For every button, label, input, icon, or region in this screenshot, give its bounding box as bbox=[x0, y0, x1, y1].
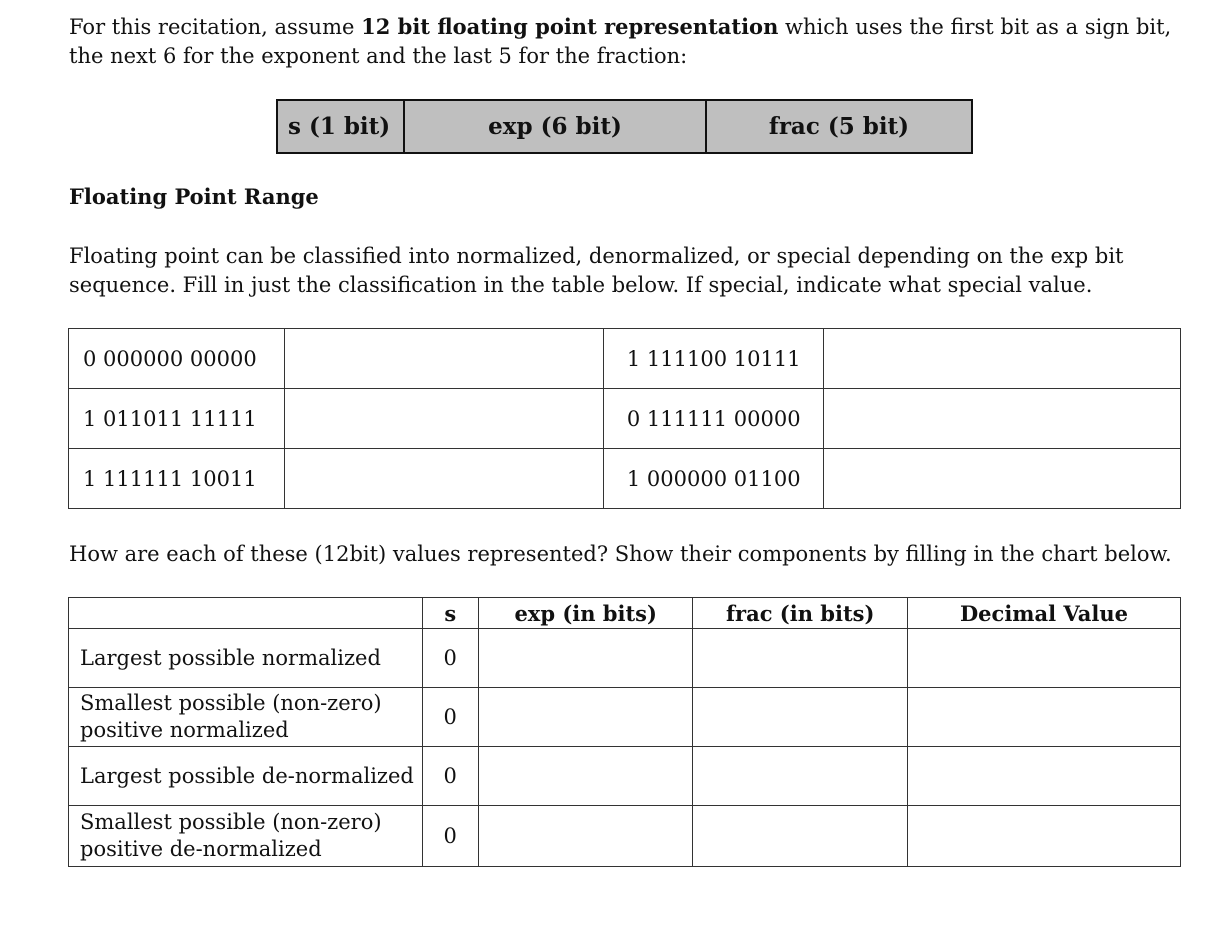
bit-pattern-cell: 1 111100 10111 bbox=[604, 329, 824, 389]
classification-row bbox=[69, 449, 1181, 509]
row-label-line2: positive de-normalized bbox=[80, 837, 322, 861]
sign-value: 0 bbox=[422, 747, 478, 806]
frac-answer-cell[interactable] bbox=[693, 747, 908, 806]
frac-answer-cell[interactable] bbox=[693, 629, 908, 688]
intro-text-start: For this recitation, assume bbox=[69, 15, 362, 39]
classification-instructions: Floating point can be classified into normalized, denormalized, or special depending on the exp bit sequence. Fill in just the classification in the table below. If special, indicate what special value. bbox=[69, 244, 1124, 297]
row-label-line1: Smallest possible (non-zero) bbox=[80, 691, 382, 715]
exponent-field: exp (6 bit) bbox=[404, 100, 706, 153]
representation-table bbox=[68, 597, 1181, 867]
decimal-answer-cell[interactable] bbox=[907, 688, 1180, 747]
intro-bold-text: 12 bit floating point representation bbox=[361, 14, 779, 39]
exp-answer-cell[interactable] bbox=[478, 806, 693, 867]
classification-answer-cell[interactable] bbox=[284, 389, 603, 449]
row-label bbox=[69, 747, 423, 806]
section-title: Floating Point Range bbox=[69, 184, 319, 209]
representation-row bbox=[69, 806, 1181, 867]
sign-bit-field: s (1 bit) bbox=[277, 100, 404, 153]
header-sign: s bbox=[422, 598, 478, 629]
classification-answer-cell[interactable] bbox=[824, 449, 1181, 509]
header-label bbox=[69, 598, 423, 629]
classification-table bbox=[68, 328, 1181, 509]
header-exp: exp (in bits) bbox=[478, 598, 693, 629]
bit-pattern-cell: 0 111111 00000 bbox=[604, 389, 824, 449]
header-decimal: Decimal Value bbox=[907, 598, 1180, 629]
bit-pattern-cell: 0 000000 00000 bbox=[69, 329, 285, 389]
row-label bbox=[69, 806, 423, 867]
classification-answer-cell[interactable] bbox=[284, 449, 603, 509]
fraction-field: frac (5 bit) bbox=[768, 113, 910, 140]
frac-answer-cell[interactable] bbox=[693, 688, 908, 747]
sign-value: 0 bbox=[422, 629, 478, 688]
exp-answer-cell[interactable] bbox=[478, 747, 693, 806]
sign-value: 0 bbox=[422, 688, 478, 747]
row-label-line1: Largest possible de-normalized bbox=[80, 763, 414, 788]
bit-layout-diagram bbox=[276, 99, 973, 154]
exp-answer-cell[interactable] bbox=[478, 688, 693, 747]
decimal-answer-cell[interactable] bbox=[907, 629, 1180, 688]
classification-row bbox=[69, 389, 1181, 449]
classification-answer-cell[interactable] bbox=[284, 329, 603, 389]
bit-layout-row bbox=[277, 100, 972, 153]
row-label-line1: Largest possible normalized bbox=[80, 645, 381, 670]
representation-row bbox=[69, 747, 1181, 806]
frac-answer-cell[interactable] bbox=[693, 806, 908, 867]
representation-row bbox=[69, 629, 1181, 688]
bit-pattern-cell: 1 000000 01100 bbox=[604, 449, 824, 509]
bit-pattern-cell: 1 111111 10011 bbox=[69, 449, 285, 509]
sign-value: 0 bbox=[422, 806, 478, 867]
representation-header-row bbox=[69, 598, 1181, 629]
header-frac: frac (in bits) bbox=[693, 598, 908, 629]
row-label bbox=[69, 688, 423, 747]
representation-question: How are each of these (12bit) values represented? Show their components by filling in the chart below. bbox=[69, 542, 1172, 566]
row-label-line2: positive normalized bbox=[80, 718, 289, 742]
exp-answer-cell[interactable] bbox=[478, 629, 693, 688]
intro-text-end: which uses the first bit as a sign bit, the next 6 for the exponent and the last 5 for the fraction: bbox=[69, 15, 1172, 68]
decimal-answer-cell[interactable] bbox=[907, 747, 1180, 806]
classification-answer-cell[interactable] bbox=[824, 329, 1181, 389]
classification-answer-cell[interactable] bbox=[824, 389, 1181, 449]
row-label bbox=[69, 629, 423, 688]
decimal-answer-cell[interactable] bbox=[907, 806, 1180, 867]
representation-row bbox=[69, 688, 1181, 747]
bit-pattern-cell: 1 011011 11111 bbox=[69, 389, 285, 449]
row-label-line1: Smallest possible (non-zero) bbox=[80, 810, 382, 834]
classification-row bbox=[69, 329, 1181, 389]
intro-paragraph bbox=[69, 12, 1189, 71]
